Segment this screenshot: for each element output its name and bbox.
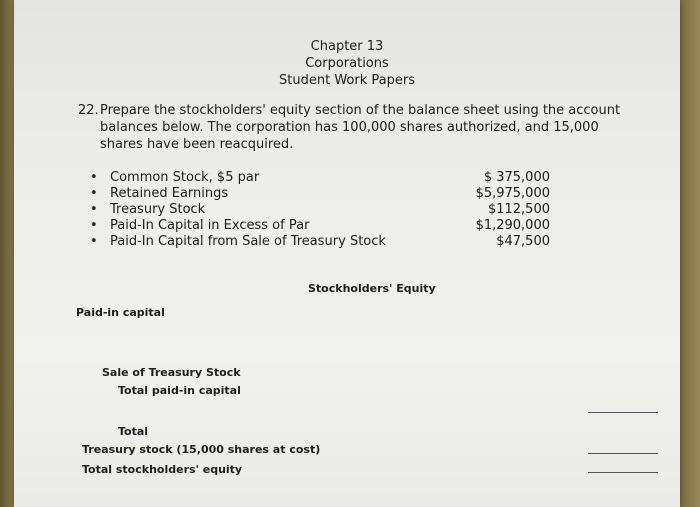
answer-blank-line[interactable]	[588, 412, 658, 413]
bullet-icon: •	[90, 202, 98, 217]
bullet-icon: •	[90, 234, 98, 249]
total-stockholders-equity-label: Total stockholders' equity	[82, 463, 243, 476]
list-item	[90, 170, 550, 186]
list-item	[90, 186, 550, 202]
account-amount: $5,975,000	[475, 186, 550, 201]
account-name: Common Stock, $5 par	[110, 170, 260, 185]
desk-left	[0, 0, 14, 507]
list-item	[90, 234, 550, 250]
account-amount: $47,500	[496, 234, 550, 249]
page-header	[14, 38, 680, 89]
account-amount: $ 375,000	[483, 170, 550, 185]
answer-blank-line[interactable]	[588, 472, 658, 473]
chapter-subject: Corporations	[305, 56, 389, 71]
paid-in-capital-label: Paid-in capital	[76, 306, 165, 319]
list-item	[90, 218, 550, 234]
problem-number: 22.	[78, 103, 99, 118]
desk-right	[680, 0, 700, 507]
equity-section-title: Stockholders' Equity	[308, 282, 436, 295]
account-amount: $1,290,000	[475, 218, 550, 233]
account-name: Paid-In Capital in Excess of Par	[110, 218, 310, 233]
treasury-stock-label: Treasury stock (15,000 shares at cost)	[82, 443, 321, 456]
worksheet-paper	[14, 0, 680, 507]
account-name: Retained Earnings	[110, 186, 229, 201]
answer-blank-line[interactable]	[588, 453, 658, 454]
account-name: Paid-In Capital from Sale of Treasury Stock	[110, 234, 386, 249]
account-amount: $112,500	[487, 202, 550, 217]
account-balances-list	[90, 170, 550, 250]
bullet-icon: •	[90, 170, 98, 185]
sale-of-treasury-stock-label: Sale of Treasury Stock	[102, 366, 241, 379]
total-paid-in-capital-label: Total paid-in capital	[118, 384, 241, 397]
total-label: Total	[118, 425, 149, 438]
work-papers-title: Student Work Papers	[279, 73, 415, 88]
problem-text: Prepare the stockholders' equity section of the balance sheet using the account balances below. The corporation has 100,000 shares authorized, and 15,000 shares have been reacquired.	[100, 103, 621, 152]
account-name: Treasury Stock	[110, 202, 206, 217]
bullet-icon: •	[90, 186, 98, 201]
bullet-icon: •	[90, 218, 98, 233]
chapter-title: Chapter 13	[310, 39, 384, 54]
list-item	[90, 202, 550, 218]
